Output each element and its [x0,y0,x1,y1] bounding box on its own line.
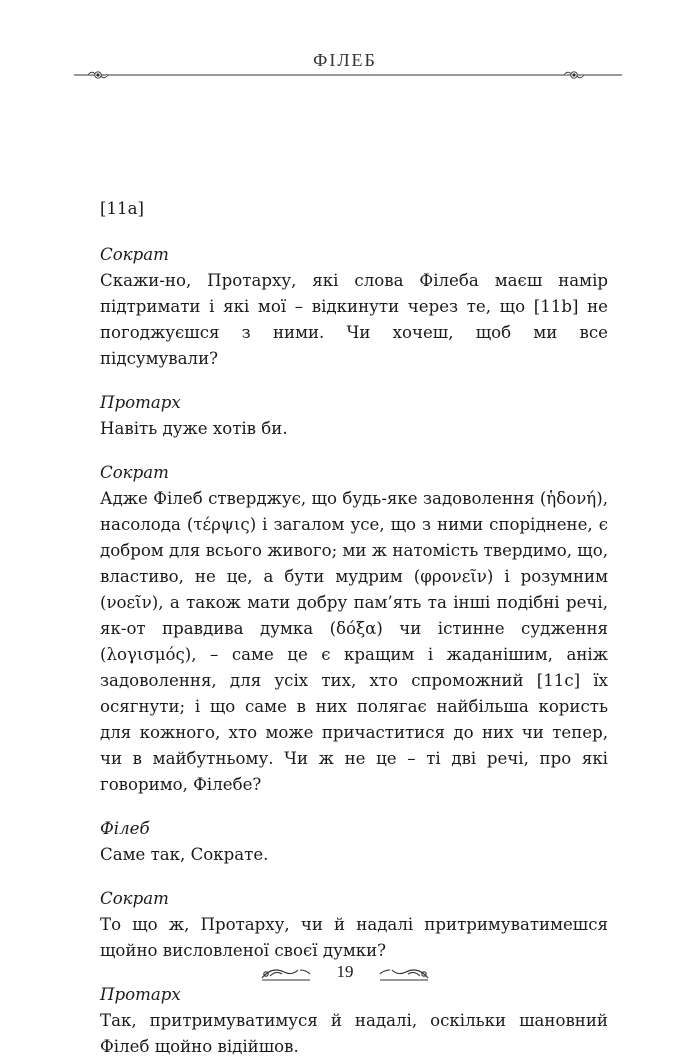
speech-text: Саме так, Сократе. [100,845,269,864]
speaker-name: Сократ [100,245,169,264]
header-ornamental-rule [74,70,622,80]
speaker-name: Протарх [100,985,181,1004]
speech-text: Адже Філеб стверджує, що будь-яке задоволення (ἡδονή), насолода (τέρψις) і загалом усе, що з ними споріднене, є добром для всього живого; ми ж натомість твердимо, що, властиво, не це, а бути мудрим (φρονεῖν) і розумним (νοεῖν), а також мати добру пам’ять та інші подібні речі, як-от правдива думка (δόξα) чи істинне судження (λογισμός), – саме це є кращим і жаданішим, аніж задоволення, для усіх тих, хто спроможний [11c] їх осягнути; і що саме в них полягає найбільша користь для кожного, хто може причаститися до них чи тепер, чи в майбутньому. Чи ж не це – ті дві речі, про які говоримо, Філебе? [100,489,608,794]
speech-text: То що ж, Протарху, чи й надалі притримуватимешся щойно висловленої своєї думки? [100,915,608,960]
speaker-name: Протарх [100,393,181,412]
speech-text: Скажи-но, Протарху, які слова Філеба маєш намір підтримати і які мої – відкинути через те, що [11b] не погоджуєшся з ними. Чи хочеш, щоб ми все підсумували? [100,271,608,368]
page-number: 19 [336,962,354,981]
speech-text: Навіть дуже хотів би. [100,419,288,438]
speaker-name: Сократ [100,889,169,908]
stephanus-marker: [11a] [100,199,144,218]
speaker-name: Сократ [100,463,169,482]
speaker-name: Філеб [100,819,150,838]
speech-text: Так, притримуватимуся й надалі, оскільки шановний Філеб щойно відійшов. [100,1011,608,1056]
running-header-title: ФІЛЕБ [313,50,377,70]
page-body [100,196,608,1060]
